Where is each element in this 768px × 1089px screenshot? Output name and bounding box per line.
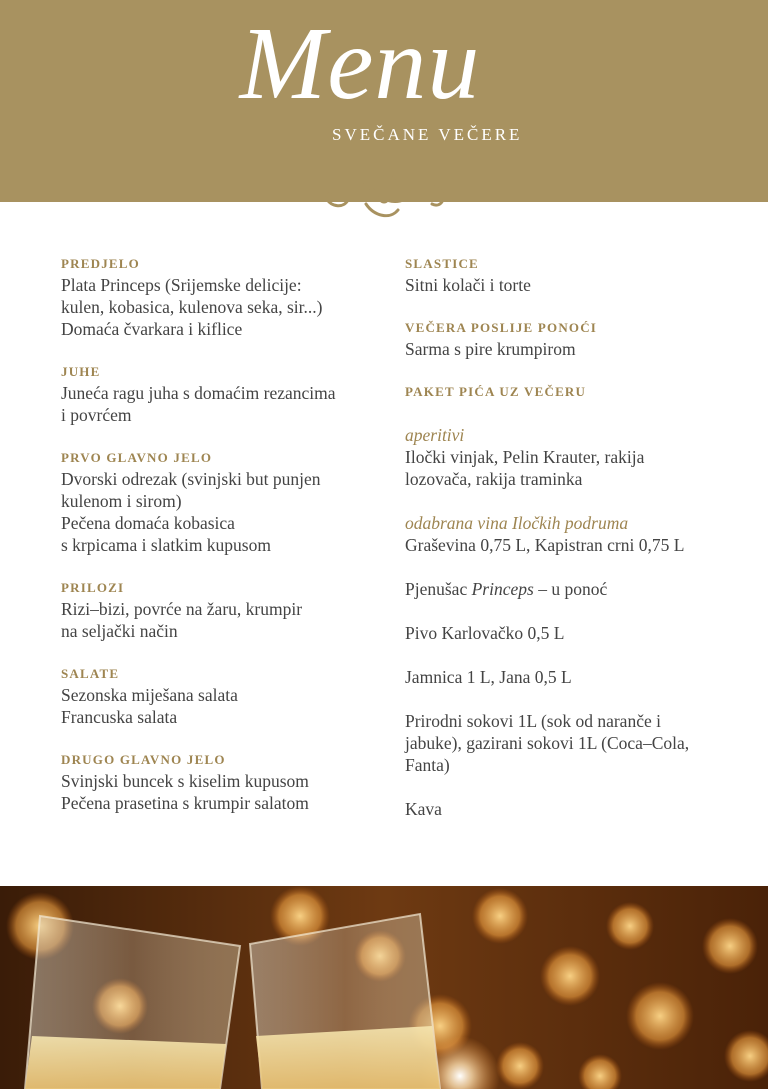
menu-item: s krpicama i slatkim kupusom xyxy=(61,535,271,555)
drinks-pjenusac xyxy=(405,578,745,600)
section-heading: PRVO GLAVNO JELO xyxy=(61,450,213,465)
section-heading: DRUGO GLAVNO JELO xyxy=(61,752,226,767)
section-heading: PRILOZI xyxy=(61,580,125,595)
section-heading: JUHE xyxy=(61,364,101,379)
drinks-aperitivi xyxy=(405,424,745,490)
menu-item: Plata Princeps (Srijemske delicije: xyxy=(61,275,302,295)
menu-title: Menu xyxy=(239,6,481,121)
section-salate xyxy=(61,664,381,728)
menu-item: Sarma s pire krumpirom xyxy=(405,339,576,359)
menu-item: Prirodni sokovi 1L (sok od naranče i xyxy=(405,711,661,731)
flourish-ornament-icon xyxy=(318,168,450,230)
drinks-pivo: Pivo Karlovačko 0,5 L xyxy=(405,623,565,643)
menu-item: Pečena domaća kobasica xyxy=(61,513,235,533)
menu-item: Juneća ragu juha s domaćim rezancima xyxy=(61,383,336,403)
section-predjelo xyxy=(61,254,381,340)
menu-item: kulen, kobasica, kulenova seka, sir...) xyxy=(61,297,323,317)
pjenusac-name: Princeps xyxy=(471,579,534,599)
section-prvo-glavno-jelo xyxy=(61,448,381,556)
menu-item: Iločki vinjak, Pelin Krauter, rakija xyxy=(405,447,645,467)
drinks-subheading: odabrana vina Iločkih podruma xyxy=(405,513,629,533)
section-heading: PREDJELO xyxy=(61,256,140,271)
drinks-sokovi xyxy=(405,710,745,776)
section-heading: SALATE xyxy=(61,666,120,681)
pjenusac-prefix: Pjenušac xyxy=(405,579,468,599)
pjenusac-suffix: – u ponoć xyxy=(538,579,608,599)
champagne-glasses-image xyxy=(0,886,768,1089)
drinks-vina xyxy=(405,512,745,556)
menu-item: lozovača, rakija traminka xyxy=(405,469,583,489)
menu-item: jabuke), gazirani sokovi 1L (Coca–Cola, xyxy=(405,733,690,753)
menu-item: i povrćem xyxy=(61,405,132,425)
menu-item: Svinjski buncek s kiselim kupusom xyxy=(61,771,309,791)
menu-item: Domaća čvarkara i kiflice xyxy=(61,319,243,339)
right-column xyxy=(405,254,745,820)
menu-item: Francuska salata xyxy=(61,707,178,727)
menu-item: kulenom i sirom) xyxy=(61,491,182,511)
menu-item: Pečena prasetina s krumpir salatom xyxy=(61,793,309,813)
section-juhe xyxy=(61,362,381,426)
drinks-kava: Kava xyxy=(405,799,442,819)
menu-subtitle: SVEČANE VEČERE xyxy=(332,125,523,144)
menu-item: Graševina 0,75 L, Kapistran crni 0,75 L xyxy=(405,535,685,555)
section-heading: PAKET PIĆA UZ VEČERU xyxy=(405,384,587,399)
section-paket-pica xyxy=(405,382,745,402)
menu-item: na seljački način xyxy=(61,621,178,641)
section-vecera-poslije-ponoci xyxy=(405,318,745,360)
drinks-subheading: aperitivi xyxy=(405,425,465,445)
section-heading: VEČERA POSLIJE PONOĆI xyxy=(405,320,598,335)
menu-item: Dvorski odrezak (svinjski but punjen xyxy=(61,469,321,489)
menu-item: Sitni kolači i torte xyxy=(405,275,531,295)
champagne-photo xyxy=(0,886,768,1089)
section-heading: SLASTICE xyxy=(405,256,479,271)
menu-item: Sezonska miješana salata xyxy=(61,685,238,705)
section-drugo-glavno-jelo xyxy=(61,750,381,814)
menu-item: Fanta) xyxy=(405,755,450,775)
section-prilozi xyxy=(61,578,381,642)
drinks-voda: Jamnica 1 L, Jana 0,5 L xyxy=(405,667,572,687)
section-slastice xyxy=(405,254,745,296)
menu-item: Rizi–bizi, povrće na žaru, krumpir xyxy=(61,599,303,619)
left-column xyxy=(61,254,381,814)
